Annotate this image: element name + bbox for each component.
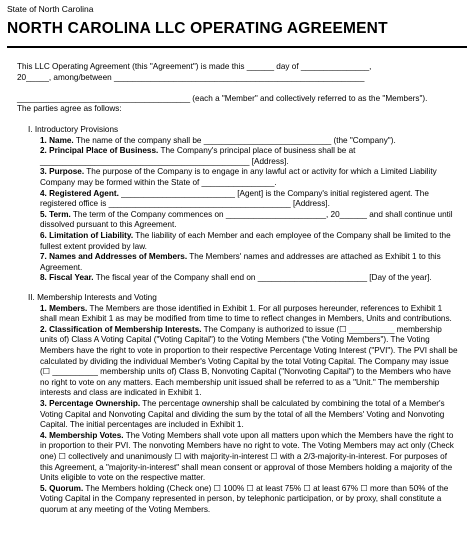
section-body <box>28 304 458 516</box>
clause-name: 1. Name. The name of the company shall be ____________________________ (the "Company"). <box>40 135 396 145</box>
intro-line: 20_____, among/between _______________________________________________________ <box>17 72 365 82</box>
section-introductory-provisions <box>28 125 458 284</box>
clause-classification: 2. Classification of Membership Interests. The Company is authorized to issue (☐ __________ membership units of) Class A Voting Capital ("Voting Capital") to the Voting Members ("the Voting Members"). The Voting Members have the right to vote in proportion to their respective Percentage Voting Interest ("PVI"). The PVI shall be calculated by dividing the individual Member's Voting Capital by the total Voting Capital. The Company may issue (☐ __________ membership units of) Class B, Nonvoting Capital ("Nonvoting Capital") to the Members who have no right to vote on any matters. Each membership unit issued shall be referred to as a "Unit." The membership interests and class are indicated in Exhibit 1. <box>40 324 458 398</box>
clause-purpose: 3. Purpose. The purpose of the Company is to engage in any lawful act or activity for which a Limited Liability Company may be formed within the State of ________________. <box>40 167 437 187</box>
clause-quorum: 5. Quorum. The Members holding (Check one) ☐ 100% ☐ at least 75% ☐ at least 67% ☐ more than 50% of the Voting Capital in the Company represented in person, by telephonic participation, or by proxy, shall constitute a quorum at any meeting of the Voting Members. <box>40 483 449 514</box>
clause-member-names: 7. Names and Addresses of Members. The Members' names and addresses are attached as Exhibit 1 to this Agreement. <box>40 252 441 272</box>
section-body <box>28 136 458 284</box>
section-heading: I. Introductory Provisions <box>28 125 119 134</box>
clause-limitation-of-liability: 6. Limitation of Liability. The liability of each Member and each employee of the Company shall be limited to the fullest extent provided by law. <box>40 230 451 251</box>
clause-percentage-ownership: 3. Percentage Ownership. The percentage ownership shall be calculated by combining the total of a Member's Voting Capital and Nonvoting Capital and dividing the sum by the total of all the Members' Voting and Nonvoting Capital. The initial percentages are included in Exhibit 1. <box>40 398 445 430</box>
intro-line: The parties agree as follows: <box>17 104 122 114</box>
clause-members: 1. Members. The Members are those identified in Exhibit 1. For all purposes hereunder, references to Exhibit 1 shall mean Exhibit 1 as may be modified from time to time to reflect changes in Members, Units and contributions. <box>40 303 452 324</box>
intro-line: ______________________________________ (each a "Member" and collectively referred to as the "Members"). <box>17 93 428 103</box>
clause-membership-votes: 4. Membership Votes. The Voting Members shall vote upon all matters upon which the Members have the right to in proportion to their PVI. The nonvoting Members have no right to vote. The Voting Members may act only (Check one) ☐ collectively and unanimously ☐ with majority-in-interest ☐ with a 2/3-majority-in-interest. For purposes of this Agreement, a "majority-in-interest" shall mean consent or approval of those Members holding a majority of the Units eligible to vote on the respective matter. <box>40 430 454 483</box>
clause-term: 5. Term. The term of the Company commences on ______________________, 20______ and shall continue until dissolved pursuant to this Agreement. <box>40 209 453 230</box>
intro-paragraph <box>17 62 462 115</box>
section-heading: II. Membership Interests and Voting <box>28 293 157 302</box>
title-divider <box>7 46 467 48</box>
document-title: NORTH CAROLINA LLC OPERATING AGREEMENT <box>7 20 388 37</box>
intro-line: This LLC Operating Agreement (this "Agreement") is made this ______ day of _______________, <box>17 62 372 71</box>
section-membership-interests <box>28 293 458 515</box>
clause-registered-agent: 4. Registered Agent. _________________________ [Agent] is the Company's initial registered agent. The registered office is ________________________________________ [Address]. <box>40 188 429 209</box>
clause-fiscal-year: 8. Fiscal Year. The fiscal year of the Company shall end on ________________________ [Day of the year]. <box>40 273 432 283</box>
clause-principal-place: 2. Principal Place of Business. The Company's principal place of business shall be at ______________________________________________ [Address]. <box>40 146 356 166</box>
state-label: State of North Carolina <box>7 4 94 14</box>
